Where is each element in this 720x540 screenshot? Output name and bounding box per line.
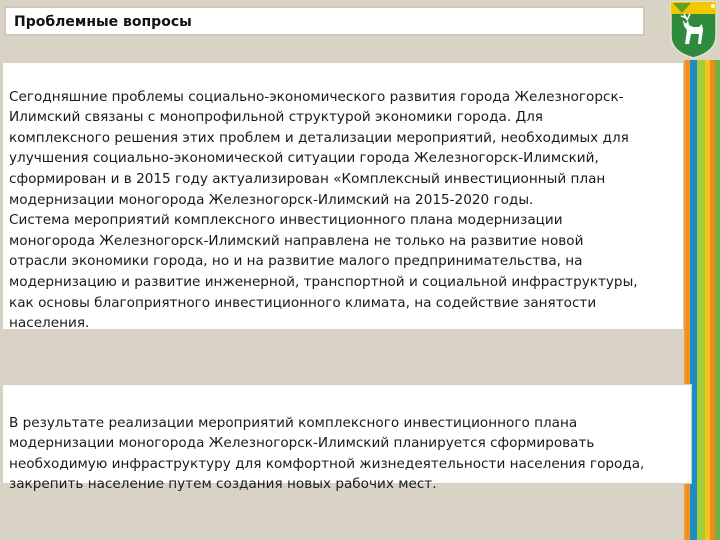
stripe-lime xyxy=(697,60,705,540)
coat-of-arms-icon xyxy=(667,0,720,60)
title-bar xyxy=(4,6,645,36)
result-text-box xyxy=(2,384,692,493)
stripe-orange-2 xyxy=(710,60,715,540)
main-text-box xyxy=(2,62,684,330)
result-description-text: В результате реализации мероприятий комплексного инвестиционного плана модернизации моногорода Железногорск-Илимский планируется сформировать необходимую инфраструктуру для комфортной жизнедеятельности населения города, закрепить население путем создания новых рабочих мест. xyxy=(9,414,645,493)
stripe-yellow xyxy=(705,60,710,540)
page-title: Проблемные вопросы xyxy=(14,14,192,30)
stripe-green xyxy=(715,60,720,540)
problem-description-text: Сегодняшние проблемы социально-экономического развития города Железногорск- Илимский связаны с монопрофильной структурой экономики города. Для комплексного решения этих проблем и детализации мероприятий, необходимых для улучшения социально-экономической ситуации города Железногорск-Илимский, сформирован и в 2015 году актуализирован «Комплексный инвестиционный план модернизации моногорода Железногорск-Илимский на 2015-2020 годы. Система мероприятий комплексного инвестиционного плана модернизации моногорода Железногорск-Илимский направлена не только на развитие новой отрасли экономики города, но и на развитие малого предпринимательства, на модернизацию и развитие инженерной, транспортной и социальной инфраструктуры, как основы благоприятного инвестиционного климата, на содействие занятости населения. xyxy=(9,88,638,332)
